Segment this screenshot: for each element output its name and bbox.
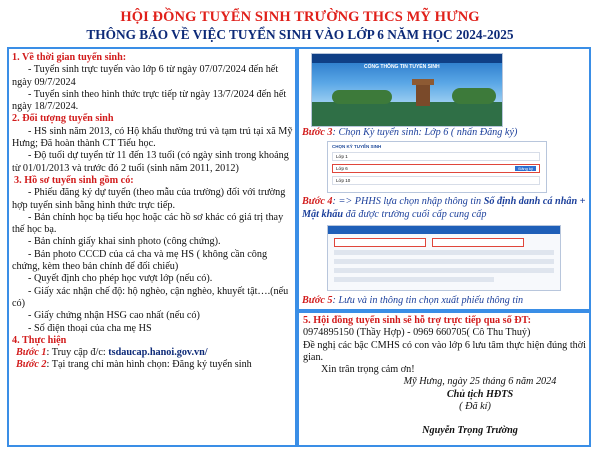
step-5 [302,295,587,308]
left-panel [7,47,297,447]
section-3-item: - Bản photo CCCD của cả cha và mẹ HS ( không cần công chứng, kèm theo bản chính để đối chiếu) [12,248,268,273]
form2-line [334,259,554,264]
student-info-screenshot [327,225,561,291]
banner-water [312,102,502,126]
section-3-item: - Bản chính học bạ tiểu học hoặc các hồ sơ khác có giá trị thay thế học bạ. [12,211,284,236]
contact-panel [297,311,591,447]
step-2 [12,359,295,371]
step-5-label: Bước 5 [302,295,333,306]
step-5-text: : Lưu và in thông tin chọn xuất phiếu thông tin [332,295,524,306]
sign-status: ( Đã kí) [459,401,491,413]
page-title: HỘI ĐỒNG TUYỂN SINH TRƯỜNG THCS MỸ HƯNG [120,9,480,25]
step-4 [302,196,587,221]
section-3-item: - Giấy chứng nhận HSG cao nhất (nếu có) [28,310,200,322]
form2-line [334,268,554,273]
sign-role: Chủ tịch HĐTS [446,388,514,400]
section-3-item: - Bản chính giấy khai sinh photo (công chứng). [28,236,221,248]
section-2-item: - Độ tuổi dự tuyển từ 11 đến 13 tuổi (có ngày sinh trong khoảng từ 01/01/2013 và trước đó 2 tuổi (sinh năm 2011, 2012) [12,150,289,174]
section-3-item: - Giấy xác nhận chế độ: hộ nghèo, cận nghèo, khuyết tật….(nếu có) [12,285,289,309]
select-period-screenshot [327,141,547,193]
form-row: Lớp 1 [332,152,540,161]
section-5-title: 5. Hội đồng tuyển sinh sẽ hỗ trợ trực tiếp qua số ĐT: [303,315,532,326]
section-2-title: 2. Đối tượng tuyển sinh [12,113,114,125]
step-3-text: : Chọn Kỳ tuyển sinh: Lớp 6 ( nhấn Đăng ký) [332,127,518,138]
form-row-selected: Lớp 6 Đăng ký [332,164,540,173]
sign-spacer [303,413,587,425]
banner-tower [416,84,430,106]
section-4-title: 4. Thực hiện [12,334,67,346]
step-3 [302,127,587,140]
sign-name: Nguyễn Trọng Trường [422,425,518,437]
step-4-tail: đã được trường cuối cấp cung cấp [343,208,487,220]
banner-trees [452,88,496,104]
step-1-text: : Truy cập đ/c: [46,347,109,359]
section-3-item: - Quyết định cho phép học vượt lớp (nếu có). [28,273,213,285]
sign-date: Mỹ Hưng, ngày 25 tháng 6 năm 2024 [403,376,557,388]
step-1 [12,347,295,359]
section-1-item: - Tuyển sinh trực tuyến vào lớp 6 từ ngày 07/07/2024 đến hết ngày 09/7/2024 [12,64,279,88]
step-4-label: Bước 4 [302,196,333,207]
section-3-item: - Số điện thoại của cha mẹ HS [28,322,152,334]
id-field [334,238,426,247]
section-3-item: - Phiếu đăng ký dự tuyển (theo mẫu của trường) đối với trường hợp tuyển sinh bằng hình thức trực tiếp. [12,187,286,211]
left-content [12,52,295,372]
step-2-label: Bước 2 [16,359,47,371]
right-panel [297,47,591,311]
step-1-link[interactable]: tsdaucap.hanoi.gov.vn/ [108,347,208,359]
register-button[interactable]: Đăng ký [515,166,536,171]
notice-text: Đề nghị các bậc CMHS có con vào lớp 6 lưu tâm thực hiện đúng thời gian. [303,339,586,363]
step-1-label: Bước 1 [16,347,47,359]
form2-header [328,226,560,234]
banner-text: CỔNG THÔNG TIN TUYỂN SINH [364,64,440,70]
contact-content [303,315,587,438]
form-title: CHỌN KỲ TUYỂN SINH [332,144,382,149]
step-3-label: Bước 3 [302,127,333,138]
form2-line [334,250,554,255]
form-row: Lớp 10 [332,176,540,185]
step-2-text: : Tại trang chỉ màn hình chọn: Đăng ký tuyển sinh [46,359,252,371]
section-2-item: - HS sinh năm 2013, có Hộ khẩu thường trú và tạm trú tại xã Mỹ Hưng; Đã hoàn thành CT Tiểu học. [12,125,293,150]
password-field [432,238,524,247]
step-4-text: : => PHHS lựa chọn nhập thông tin [332,196,484,207]
website-banner-image [311,53,503,127]
section-1-item: - Tuyển sinh theo hình thức trực tiếp từ ngày 13/7/2024 đến hết ngày 18/7/2024. [12,88,287,113]
banner-trees [332,90,392,104]
phone-numbers: 0974895150 (Thầy Hợp) - 0969 660705( Cô Thu Thuỷ) [303,327,531,339]
step-4-bold: Số định danh cá nhân + Mật khẩu [302,196,586,220]
section-1-title: 1. Về thời gian tuyển sinh: [12,52,127,63]
banner-tower-roof [412,79,434,85]
thanks-text: Xin trân trọng cảm ơn! [321,364,415,376]
page-subtitle: THÔNG BÁO VỀ VIỆC TUYỂN SINH VÀO LỚP 6 NĂM HỌC 2024-2025 [86,27,514,42]
banner-topbar [312,54,502,63]
section-3-title: 3. Hồ sơ tuyển sinh gồm có: [14,174,134,186]
form2-line [334,277,494,282]
